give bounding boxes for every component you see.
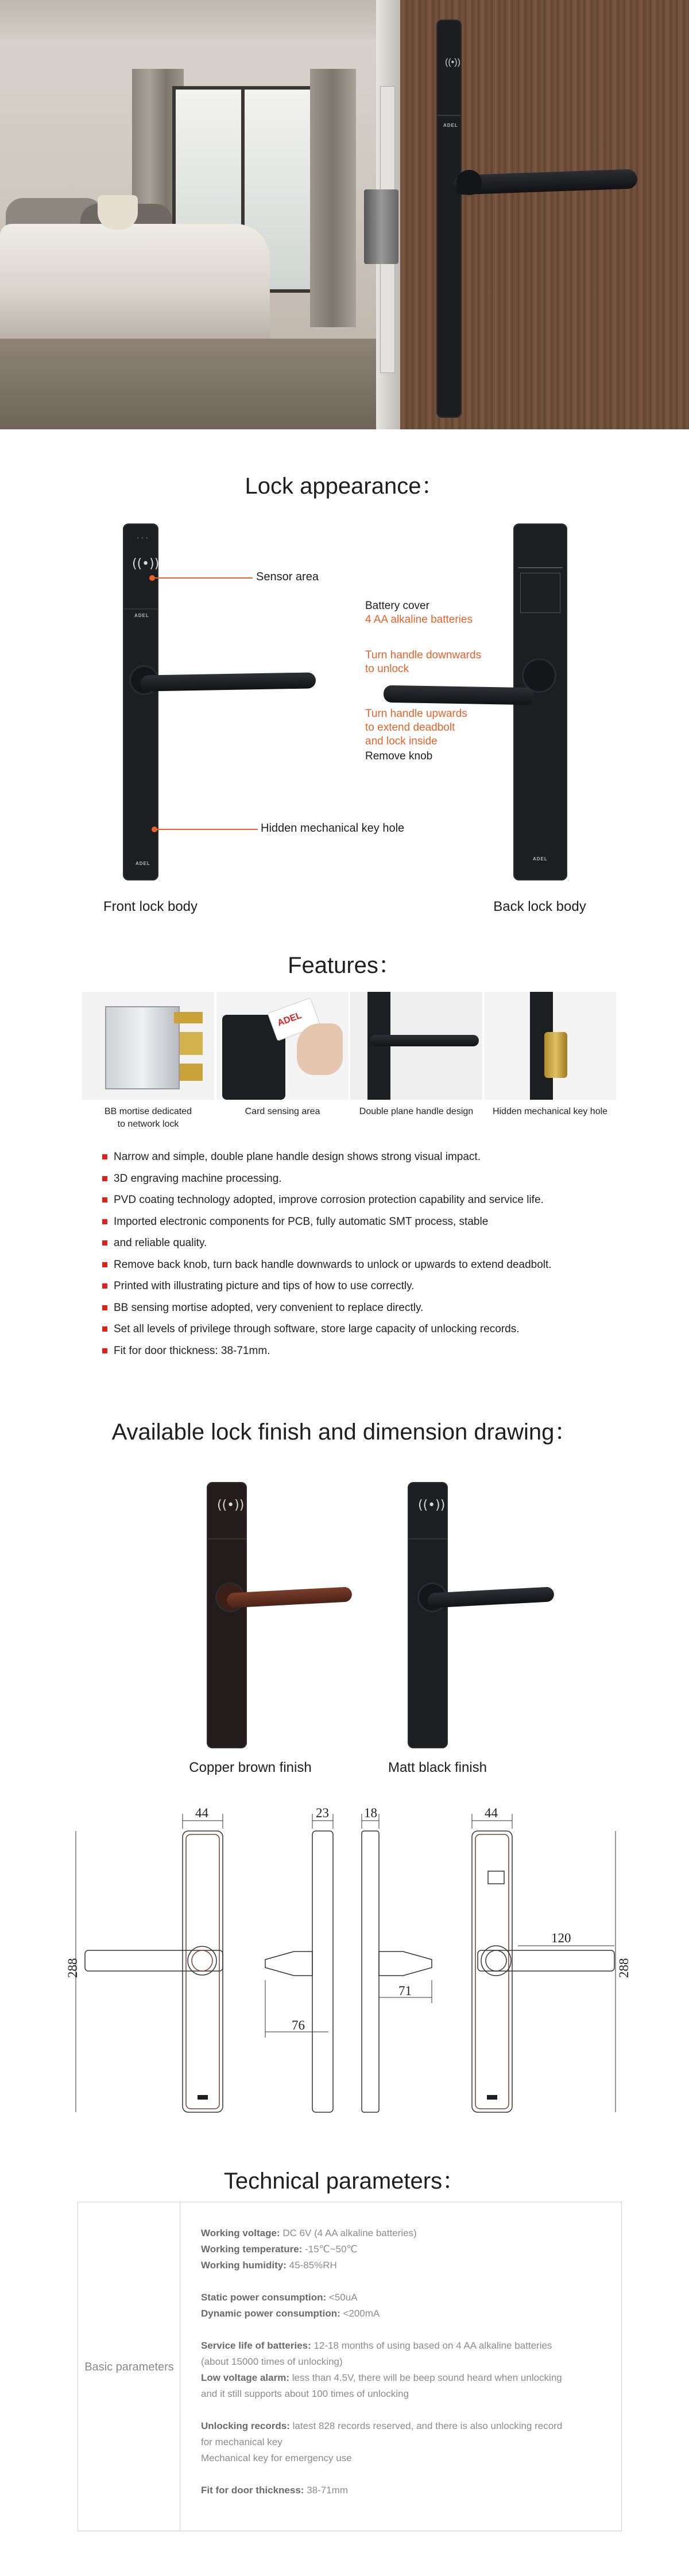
- dim-side-depth-2: 18: [364, 1806, 377, 1820]
- dim-offset: 71: [398, 1984, 412, 1998]
- rfid-icon: ((•)): [445, 57, 460, 67]
- tile-caption-key: Hidden mechanical key hole: [492, 1107, 608, 1116]
- list-item: Narrow and simple, double plane handle design shows strong visual impact.: [102, 1146, 642, 1168]
- tile-caption-mortise: BB mortise dedicated: [104, 1107, 192, 1116]
- back-lock-label: Back lock body: [493, 899, 586, 914]
- hero-lock-body: [438, 21, 460, 417]
- tech-table: [78, 2202, 622, 2531]
- appearance-title: Lock appearance：: [245, 474, 444, 499]
- features-list: [102, 1146, 642, 1361]
- front-lock-label: Front lock body: [103, 899, 198, 914]
- list-item: BB sensing mortise adopted, very convenient to replace directly.: [102, 1297, 642, 1319]
- dim-side-depth-1: 23: [316, 1806, 329, 1820]
- black-lock-body: [408, 1482, 448, 1748]
- list-item: Imported electronic components for PCB, fully automatic SMT process, stable: [102, 1211, 642, 1233]
- bed: [0, 224, 270, 339]
- hero-image: [0, 0, 689, 429]
- feature-tile-mortise: [82, 992, 214, 1100]
- dim-back-width: 44: [485, 1806, 498, 1820]
- list-item: Set all levels of privilege through software, store large capacity of unlocking records.: [102, 1318, 642, 1340]
- list-item: Printed with illustrating picture and tips of how to use correctly.: [102, 1275, 642, 1297]
- key-hole-label: Hidden mechanical key hole: [261, 822, 405, 835]
- dim-front-width: 44: [195, 1806, 208, 1820]
- brand-logo: ADEL: [443, 123, 458, 128]
- list-item: 3D engraving machine processing.: [102, 1168, 642, 1190]
- dim-projection: 76: [292, 2018, 305, 2032]
- sensor-area-label: Sensor area: [256, 571, 319, 583]
- feature-tile-key: [484, 992, 616, 1100]
- tech-title: Technical parameters：: [223, 2168, 466, 2194]
- battery-type-label: 4 AA alkaline batteries: [365, 614, 473, 626]
- battery-cover-label: Battery cover: [365, 600, 429, 612]
- tile-caption-card: Card sensing area: [245, 1107, 320, 1116]
- tech-params: Working voltage: DC 6V (4 AA alkaline batteries) Working temperature: -15℃~50℃ Working humidity: 45-85%RH Static power consumption: <50uA Dynamic power consumption: <200mA Service life of batteries: 12-18 months of using based on 4 AA alkaline batteries (about 15000 times of unlocking) Low voltage alarm: less than 4.5V, there will be beep sound heard when unlocking and it still supports about 100 times of unlocking Unlocking records: latest 828 records reserved, and there is also unlocking record for mechanical key Mechanical key for emergency use Fit for door thickness: 38-71mm: [201, 2228, 563, 2496]
- tech-row-label: Basic parameters: [84, 2361, 174, 2373]
- list-item: PVD coating technology adopted, improve corrosion protection capability and service life.: [102, 1189, 642, 1211]
- rfid-icon: ((•)): [132, 557, 160, 571]
- feature-tile-card: ADEL: [216, 992, 349, 1100]
- tile-caption-handle: Double plane handle design: [359, 1107, 474, 1116]
- dim-lever-length: 120: [551, 1931, 571, 1945]
- list-item: Remove back knob, turn back handle downwards to unlock or upwards to extend deadbolt.: [102, 1254, 642, 1276]
- dim-height-right: 288: [617, 1958, 631, 1978]
- dim-height-left: 288: [65, 1958, 80, 1978]
- copper-lock-body: [207, 1482, 247, 1748]
- back-lever-handle: [384, 685, 534, 705]
- remove-knob-label: Remove knob: [365, 750, 433, 762]
- front-lever-handle: [141, 672, 316, 691]
- battery-cover: [520, 573, 560, 613]
- feature-tile-handle: [350, 992, 482, 1100]
- product-page: ((•)) ADEL Lock appearance： ··· ((•)) ADEL ADEL Sensor area Hidden mechanical key hole Front lock body ADEL Battery cover 4 AA alkaline batteries Turn handle downwards to unlock Turn handle upwards to extend deadbolt and lock inside Remove knob Back lock body Features： ADEL BB mortise dedicated to network lock Card sensing area Double plane handle design Hidden mechanical key hole Narrow and simple, double plane handle design shows strong visual impact. 3D engraving machine processing. PVD coating technology adopted, improve corrosion protection capability and service life. Imported electronic components for PCB, fully automatic SMT process, stable and reliable quality. Remove back knob, turn back handle downwards to unlock or upwards to extend deadbolt. Printed with illustrating picture and tips of how to use correctly. BB sensing mortise adopted, very convenient to replace directly. Set all levels of privilege through software, store large capacity of unlocking records. Fit for door thickness: 38-71mm. Available lock finish and dimension drawing： ((•)) Copper brown finish ((•)) Matt black finish 44 288 23 18 76 71 44 120 288 Technical parameters： Basic parameters Working voltage: DC 6V (4 AA alkaline batteries) Working temperature: -15℃~50℃ Working humidity: 45-85%RH Static power consumption: <50uA Dynamic power consumption: <200mA Service life of batteries: 12-18 months of using based on 4 AA alkaline batteries (about 15000 times of unlocking) Low voltage alarm: less than 4.5V, there will be beep sound heard when unlocking and it still supports about 100 times of unlocking Unlocking records: latest 828 records reserved, and there is also unlocking record for mechanical key Mechanical key for emergency use Fit for door thickness: 38-71mm: [0, 0, 689, 2576]
- list-item: Fit for door thickness: 38-71mm.: [102, 1340, 642, 1362]
- door-latch: [364, 189, 398, 264]
- black-finish-label: Matt black finish: [388, 1760, 487, 1775]
- copper-finish-label: Copper brown finish: [189, 1760, 312, 1775]
- finish-title: Available lock finish and dimension drawing：: [111, 1419, 578, 1445]
- dimension-drawing: [64, 1806, 631, 2129]
- list-item-continuation: and reliable quality.: [102, 1232, 642, 1254]
- features-title: Features：: [288, 953, 401, 978]
